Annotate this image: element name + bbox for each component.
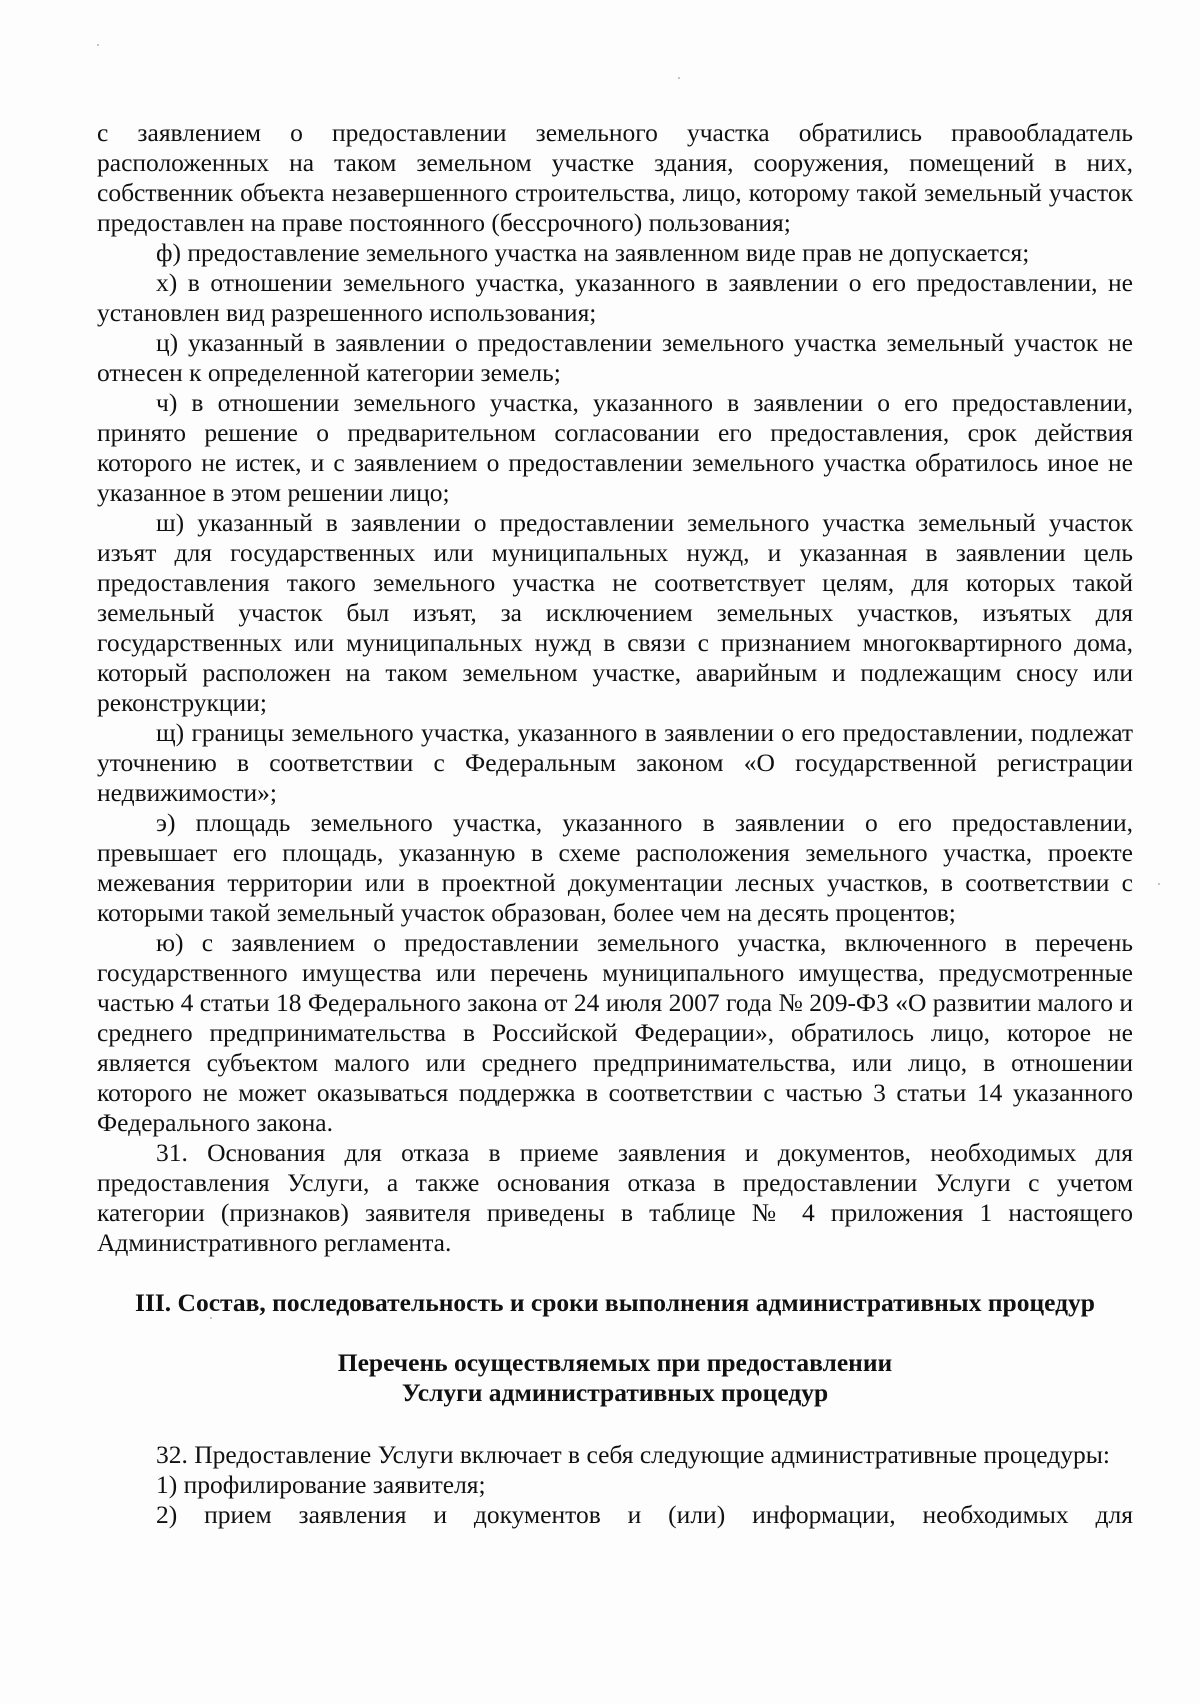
item-f: ф) предоставление земельного участка на заявленном виде прав не допускается; — [156, 238, 1030, 267]
item-e: э) площадь земельного участка, указанного в заявлении о его предоставлении, превышает его площадь, указанную в схеме расположения земельного участка, проекте межевания территории или в проектной документации лесных участков, в соответствии с которыми такой земельный участок образован, более чем на десять процентов; — [97, 808, 1133, 927]
section-heading: III. Состав, последовательность и сроки выполнения административных процедур — [135, 1288, 1095, 1317]
subsection-heading-line2: Услуги административных процедур — [401, 1378, 829, 1407]
clause-32: 32. Предоставление Услуги включает в себя следующие административные процедуры: — [156, 1440, 1110, 1469]
clause-31: 31. Основания для отказа в приеме заявления и документов, необходимых для предоставления Услуги, а также основания отказа в предоставлении Услуги с учетом категории (признаков) заявителя приведены в таблице № 4 приложения 1 настоящего Административного регламента. — [97, 1138, 1133, 1257]
item-ch: ч) в отношении земельного участка, указанного в заявлении о его предоставлении, принято решение о предварительном согласовании его предоставления, срок действия которого не истек, и с заявлением о предоставлении земельного участка обратилось иное не указанное в этом решении лицо; — [97, 388, 1133, 507]
scan-speck — [97, 44, 99, 46]
clause-32-item-2: 2) прием заявления и документов и (или) информации, необходимых для — [156, 1500, 1133, 1529]
document-body — [97, 118, 1133, 1530]
paragraph-continuation: с заявлением о предоставлении земельного участка обратились правообладатель расположенных на таком земельном участке здания, сооружения, помещений в них, собственник объекта незавершенного строительства, лицо, которому такой земельный участок предоставлен на праве постоянного (бессрочного) пользования; — [97, 118, 1133, 237]
clause-32-item-1: 1) профилирование заявителя; — [156, 1470, 486, 1499]
scan-speck — [678, 77, 680, 79]
item-shch: щ) границы земельного участка, указанного в заявлении о его предоставлении, подлежат уточнению в соответствии с Федеральным законом «О государственной регистрации недвижимости»; — [97, 718, 1133, 807]
item-sh: ш) указанный в заявлении о предоставлении земельного участка земельный участок изъят для государственных или муниципальных нужд, и указанная в заявлении цель предоставления такого земельного участка не соответствует целям, для которых такой земельный участок был изъят, за исключением земельных участков, изъятых для государственных или муниципальных нужд в связи с признанием многоквартирного дома, который расположен на таком земельном участке, аварийным и подлежащим сносу или реконструкции; — [97, 508, 1133, 717]
scan-speck — [1158, 883, 1160, 885]
subsection-heading-line1: Перечень осуществляемых при предоставлении — [337, 1348, 893, 1377]
item-yu: ю) с заявлением о предоставлении земельного участка, включенного в перечень государственного имущества или перечень муниципального имущества, предусмотренные частью 4 статьи 18 Федерального закона от 24 июля 2007 года № 209-ФЗ «О развитии малого и среднего предпринимательства в Российской Федерации», обратилось лицо, которое не является субъектом малого или среднего предпринимательства, или лицо, в отношении которого не может оказываться поддержка в соответствии с частью 3 статьи 14 указанного Федерального закона. — [97, 928, 1133, 1137]
subsection-heading — [97, 1348, 1133, 1408]
item-kh: х) в отношении земельного участка, указанного в заявлении о его предоставлении, не установлен вид разрешенного использования; — [97, 268, 1133, 327]
item-ts: ц) указанный в заявлении о предоставлении земельного участка земельный участок не отнесен к определенной категории земель; — [97, 328, 1133, 387]
